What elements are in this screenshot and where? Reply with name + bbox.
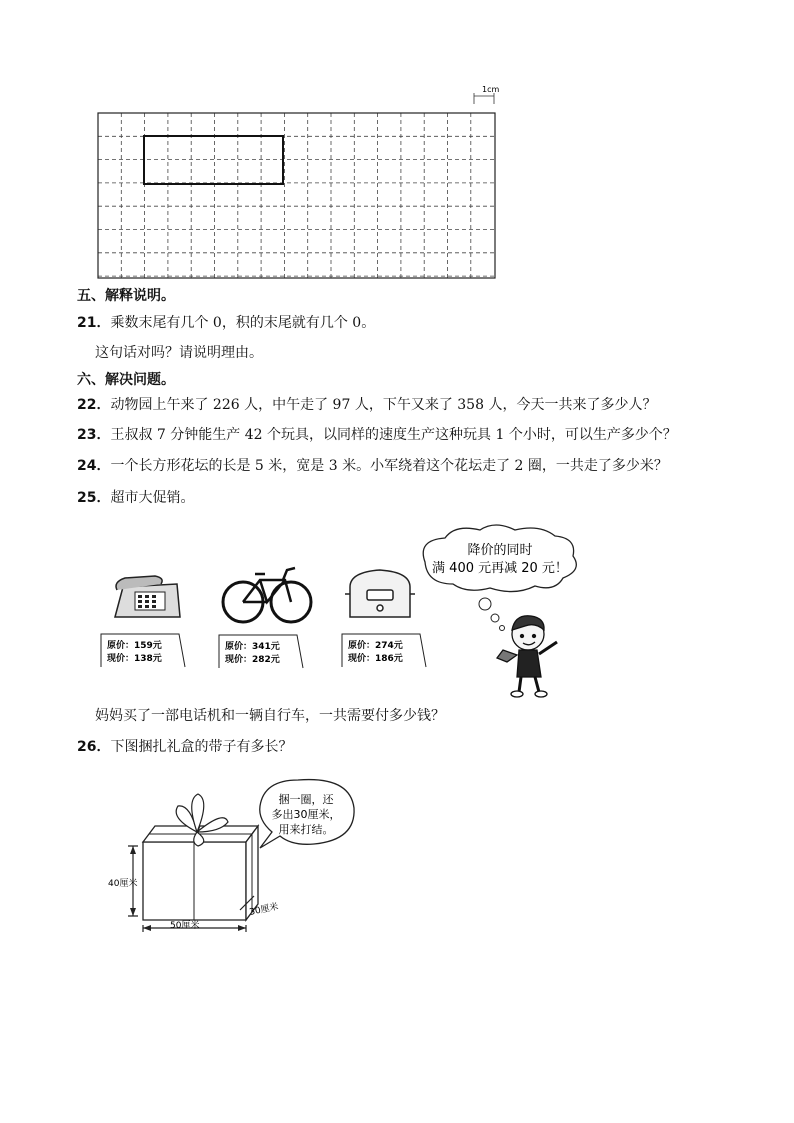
rice-cooker-icon bbox=[345, 570, 415, 617]
original-price: 原价：341元 bbox=[225, 642, 280, 652]
height-label: 40厘米 bbox=[108, 879, 138, 889]
question-text: 一个长方形花坛的长是 5 米，宽是 3 米。小军绕着这个花坛走了 2 圈，一共走了多少米？ bbox=[110, 458, 668, 474]
price-tag-rice-cooker bbox=[342, 634, 426, 667]
cartoon-kid-icon bbox=[497, 616, 557, 697]
current-price: 现价：186元 bbox=[348, 654, 403, 664]
question-text: 乘数末尾有几个 0，积的末尾就有几个 0。 bbox=[110, 315, 376, 331]
bubble-line-1: 降价的同时 bbox=[467, 543, 533, 558]
gift-box-figure bbox=[100, 770, 370, 940]
speech-bubble bbox=[260, 780, 354, 848]
original-price: 原价：159元 bbox=[107, 641, 162, 651]
bubble-line-2: 多出30厘米， bbox=[271, 808, 341, 821]
question-22 bbox=[77, 395, 656, 415]
question-21-sub: 这句话对吗？请说明理由。 bbox=[95, 345, 263, 361]
grid-lines bbox=[98, 113, 495, 278]
dot-grid-figure bbox=[96, 82, 508, 282]
question-number: 25． bbox=[77, 490, 111, 506]
original-price: 原价：274元 bbox=[348, 641, 403, 651]
price-tag-telephone bbox=[101, 634, 185, 667]
question-25-sub: 妈妈买了一部电话机和一辆自行车，一共需要付多少钱？ bbox=[95, 708, 445, 724]
promotion-illustration bbox=[95, 522, 595, 702]
question-number: 22． bbox=[77, 397, 111, 413]
question-text: 动物园上午来了 226 人，中午走了 97 人，下午又来了 358 人，今天一共来了多少人？ bbox=[110, 397, 657, 413]
section-five-title: 五、解释说明。 bbox=[77, 288, 175, 304]
bubble-line-1: 捆一圈，还 bbox=[278, 793, 334, 806]
width-label: 50厘米 bbox=[170, 921, 200, 931]
bicycle-icon bbox=[223, 568, 311, 622]
depth-label: 30厘米 bbox=[248, 902, 280, 918]
question-25 bbox=[77, 488, 194, 508]
question-24 bbox=[77, 456, 668, 476]
current-price: 现价：282元 bbox=[225, 655, 280, 665]
question-21 bbox=[77, 313, 375, 333]
scale-label: 1cm bbox=[482, 85, 500, 94]
grid-border bbox=[98, 113, 495, 278]
section-six-title: 六、解决问题。 bbox=[77, 372, 175, 388]
question-number: 23． bbox=[77, 427, 111, 443]
price-tag-bicycle bbox=[219, 635, 303, 668]
telephone-icon bbox=[115, 576, 180, 617]
question-number: 24． bbox=[77, 458, 111, 474]
question-text: 超市大促销。 bbox=[110, 490, 195, 506]
speech-cloud bbox=[423, 525, 576, 631]
question-number: 21． bbox=[77, 315, 111, 331]
bubble-line-3: 用来打结。 bbox=[278, 823, 334, 836]
question-text: 王叔叔 7 分钟能生产 42 个玩具，以同样的速度生产这种玩具 1 个小时，可以生产多少个？ bbox=[110, 427, 677, 443]
question-number: 26． bbox=[77, 739, 111, 755]
question-23 bbox=[77, 425, 677, 445]
question-text: 下图捆扎礼盒的带子有多长？ bbox=[110, 739, 293, 755]
current-price: 现价：138元 bbox=[107, 654, 162, 664]
bubble-line-2: 满 400 元再减 20 元！ bbox=[432, 561, 568, 576]
question-26 bbox=[77, 737, 292, 757]
